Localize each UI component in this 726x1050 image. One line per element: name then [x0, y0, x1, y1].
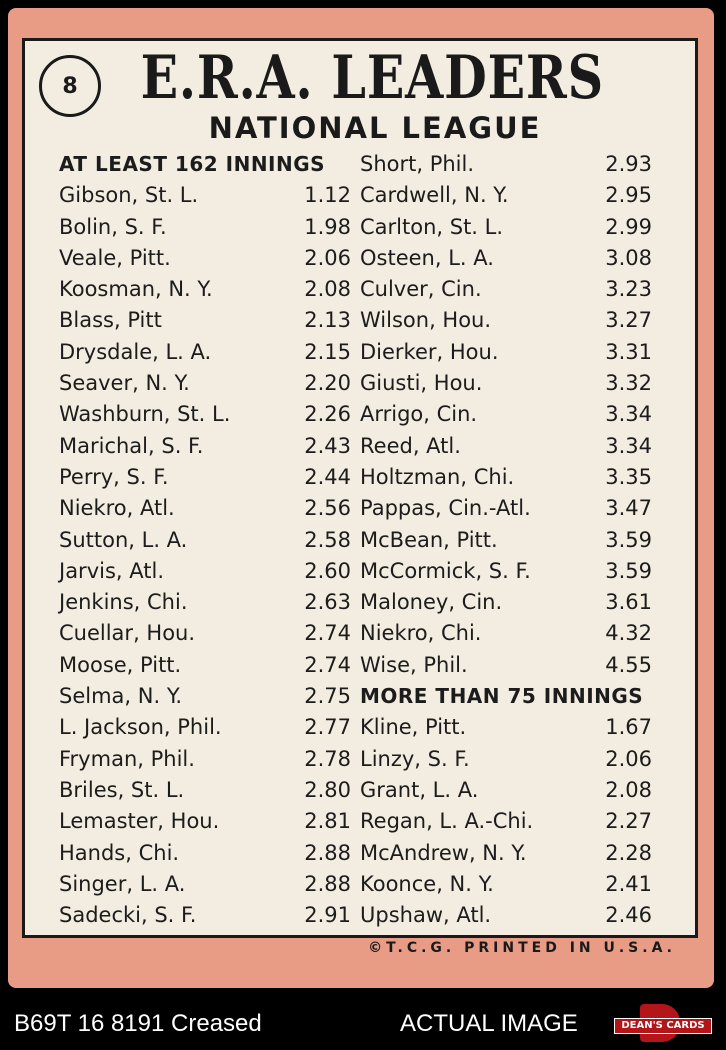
deans-cards-logo: [612, 1004, 712, 1042]
stat-row: [59, 587, 359, 618]
stat-row: [59, 462, 359, 493]
pitcher-name: McCormick, S. F.: [360, 558, 531, 583]
stat-row: [59, 775, 359, 806]
era-value: 2.75: [304, 684, 351, 709]
era-value: 2.91: [304, 903, 351, 928]
pitcher-name: Bolin, S. F.: [59, 214, 167, 239]
era-value: 2.93: [605, 152, 652, 176]
stat-row: [360, 618, 652, 649]
era-value: 2.58: [304, 527, 351, 552]
pitcher-name: Cardwell, N. Y.: [360, 183, 509, 208]
stat-row: [360, 806, 652, 837]
era-value: 2.99: [605, 214, 652, 239]
pitcher-name: Jenkins, Chi.: [59, 590, 188, 615]
pitcher-name: Holtzman, Chi.: [360, 464, 515, 489]
era-value: 2.81: [304, 809, 351, 834]
era-value: 3.35: [605, 464, 652, 489]
pitcher-name: Upshaw, Atl.: [360, 903, 492, 928]
section-heading-162-innings: AT LEAST 162 INNINGS: [59, 152, 326, 176]
era-value: 2.80: [304, 777, 351, 802]
era-value: 2.20: [304, 371, 351, 396]
pitcher-name: Regan, L. A.-Chi.: [360, 809, 534, 834]
logo-text: DEAN'S CARDS: [614, 1018, 712, 1034]
pitcher-name: Moose, Pitt.: [59, 652, 182, 677]
stat-row: [59, 431, 359, 462]
era-value: 4.32: [605, 621, 652, 646]
actual-image-label: ACTUAL IMAGE: [400, 1010, 578, 1037]
right-stats-column: [360, 149, 652, 931]
stat-row: [360, 556, 652, 587]
era-value: 2.26: [304, 402, 351, 427]
stat-row: [360, 744, 652, 775]
stat-row: [59, 838, 359, 869]
stat-row: [360, 650, 652, 681]
stat-row: [360, 462, 652, 493]
era-value: 1.67: [605, 715, 652, 740]
era-value: 3.59: [605, 527, 652, 552]
pitcher-name: Sadecki, S. F.: [59, 903, 197, 928]
era-value: 1.98: [304, 214, 351, 239]
pitcher-name: McBean, Pitt.: [360, 527, 498, 552]
right-rows-top: [360, 149, 652, 681]
pitcher-name: Koosman, N. Y.: [59, 277, 213, 302]
era-value: 3.23: [605, 277, 652, 302]
copyright-line: ©T.C.G. PRINTED IN U.S.A.: [368, 940, 676, 956]
era-value: 2.46: [605, 903, 652, 928]
pitcher-name: Osteen, L. A.: [360, 245, 494, 270]
stat-row: [59, 900, 359, 931]
stat-row: [360, 431, 652, 462]
pitcher-name: Selma, N. Y.: [59, 684, 183, 709]
pitcher-name: Niekro, Atl.: [59, 496, 175, 521]
stat-row: [59, 525, 359, 556]
pitcher-name: Blass, Pitt: [59, 308, 162, 333]
era-value: 2.28: [605, 840, 652, 865]
pitcher-name: Reed, Atl.: [360, 433, 461, 458]
stat-row: [59, 618, 359, 649]
stat-row: [59, 337, 359, 368]
listing-id: B69T 16 8191 Creased: [14, 1010, 262, 1037]
card-subtitle: NATIONAL LEAGUE: [208, 111, 542, 145]
pitcher-name: Culver, Cin.: [360, 277, 482, 302]
pitcher-name: Wilson, Hou.: [360, 308, 492, 333]
right-rows-bottom: [360, 712, 652, 931]
stat-row: [59, 180, 359, 211]
stat-row: [360, 337, 652, 368]
pitcher-name: Marichal, S. F.: [59, 433, 204, 458]
stat-row: [360, 274, 652, 305]
stats-panel: [22, 38, 698, 938]
stat-row: [360, 305, 652, 336]
era-value: 4.55: [605, 652, 652, 677]
era-value: 3.08: [605, 245, 652, 270]
era-value: 3.34: [605, 402, 652, 427]
stat-row: [360, 368, 652, 399]
era-value: 2.43: [304, 433, 351, 458]
era-value: 2.74: [304, 652, 351, 677]
stat-row: [360, 587, 652, 618]
stat-row: [59, 243, 359, 274]
pitcher-name: Grant, L. A.: [360, 777, 479, 802]
stat-row: [59, 869, 359, 900]
era-value: 2.88: [304, 840, 351, 865]
pitcher-name: Jarvis, Atl.: [59, 558, 164, 583]
era-value: 2.63: [304, 590, 351, 615]
stat-row: [360, 399, 652, 430]
pitcher-name: McAndrew, N. Y.: [360, 840, 527, 865]
pitcher-name: Hands, Chi.: [59, 840, 180, 865]
stat-row: [360, 838, 652, 869]
pitcher-name: Linzy, S. F.: [360, 746, 470, 771]
era-value: 2.41: [605, 871, 652, 896]
era-value: 3.27: [605, 308, 652, 333]
pitcher-name: Gibson, St. L.: [59, 183, 199, 208]
pitcher-name: Washburn, St. L.: [59, 402, 231, 427]
pitcher-name: Cuellar, Hou.: [59, 621, 196, 646]
stat-row: [59, 744, 359, 775]
stat-row: [59, 556, 359, 587]
stat-row: [360, 243, 652, 274]
stat-row: [59, 650, 359, 681]
card-title: E.R.A. LEADERS: [140, 43, 605, 113]
era-value: 2.13: [304, 308, 351, 333]
era-value: 3.34: [605, 433, 652, 458]
era-value: 1.12: [304, 183, 351, 208]
left-stats-column: [59, 149, 359, 931]
era-value: 2.78: [304, 746, 351, 771]
era-value: 3.32: [605, 371, 652, 396]
pitcher-name: Kline, Pitt.: [360, 715, 467, 740]
stat-row: [360, 775, 652, 806]
pitcher-name: Fryman, Phil.: [59, 746, 195, 771]
era-value: 3.59: [605, 558, 652, 583]
pitcher-name: Lemaster, Hou.: [59, 809, 220, 834]
era-value: 2.06: [605, 746, 652, 771]
pitcher-name: Wise, Phil.: [360, 652, 468, 677]
pitcher-name: Short, Phil.: [360, 152, 475, 176]
stat-row: [59, 399, 359, 430]
pitcher-name: Arrigo, Cin.: [360, 402, 478, 427]
era-value: 2.15: [304, 339, 351, 364]
era-value: 2.88: [304, 871, 351, 896]
stat-row: [59, 712, 359, 743]
stat-row: [360, 869, 652, 900]
stat-row: [59, 305, 359, 336]
stat-row: [59, 806, 359, 837]
stat-row: [59, 212, 359, 243]
pitcher-name: L. Jackson, Phil.: [59, 715, 222, 740]
card-number: 8: [62, 73, 78, 99]
era-value: 2.08: [304, 277, 351, 302]
stat-row: [360, 493, 652, 524]
era-value: 2.95: [605, 183, 652, 208]
era-value: 2.60: [304, 558, 351, 583]
pitcher-name: Briles, St. L.: [59, 777, 185, 802]
pitcher-name: Sutton, L. A.: [59, 527, 188, 552]
era-value: 2.08: [605, 777, 652, 802]
era-value: 3.61: [605, 590, 652, 615]
pitcher-name: Maloney, Cin.: [360, 590, 503, 615]
pitcher-name: Pappas, Cin.-Atl.: [360, 496, 531, 521]
stat-row: [59, 681, 359, 712]
pitcher-name: Niekro, Chi.: [360, 621, 482, 646]
era-value: 2.74: [304, 621, 351, 646]
pitcher-name: Singer, L. A.: [59, 871, 186, 896]
stat-row: [360, 712, 652, 743]
era-value: 3.31: [605, 339, 652, 364]
pitcher-name: Dierker, Hou.: [360, 339, 499, 364]
pitcher-name: Veale, Pitt.: [59, 245, 171, 270]
pitcher-name: Carlton, St. L.: [360, 214, 504, 239]
listing-footer: [0, 998, 726, 1050]
stat-row: [360, 212, 652, 243]
era-value: 2.06: [304, 245, 351, 270]
pitcher-name: Koonce, N. Y.: [360, 871, 494, 896]
stat-row: [360, 180, 652, 211]
left-rows: [59, 180, 359, 931]
pitcher-name: Seaver, N. Y.: [59, 371, 190, 396]
section-heading-75-innings: MORE THAN 75 INNINGS: [360, 684, 644, 709]
era-value: 2.56: [304, 496, 351, 521]
stat-row: [360, 900, 652, 931]
pitcher-name: Perry, S. F.: [59, 464, 169, 489]
trading-card-back: [8, 8, 714, 988]
era-value: 2.44: [304, 464, 351, 489]
stat-row: [360, 525, 652, 556]
stat-row: [360, 149, 652, 180]
pitcher-name: Giusti, Hou.: [360, 371, 483, 396]
era-value: 2.77: [304, 715, 351, 740]
stat-row: [59, 274, 359, 305]
era-value: 3.47: [605, 496, 652, 521]
stat-row: [59, 493, 359, 524]
pitcher-name: Drysdale, L. A.: [59, 339, 212, 364]
era-value: 2.27: [605, 809, 652, 834]
stat-row: [59, 368, 359, 399]
